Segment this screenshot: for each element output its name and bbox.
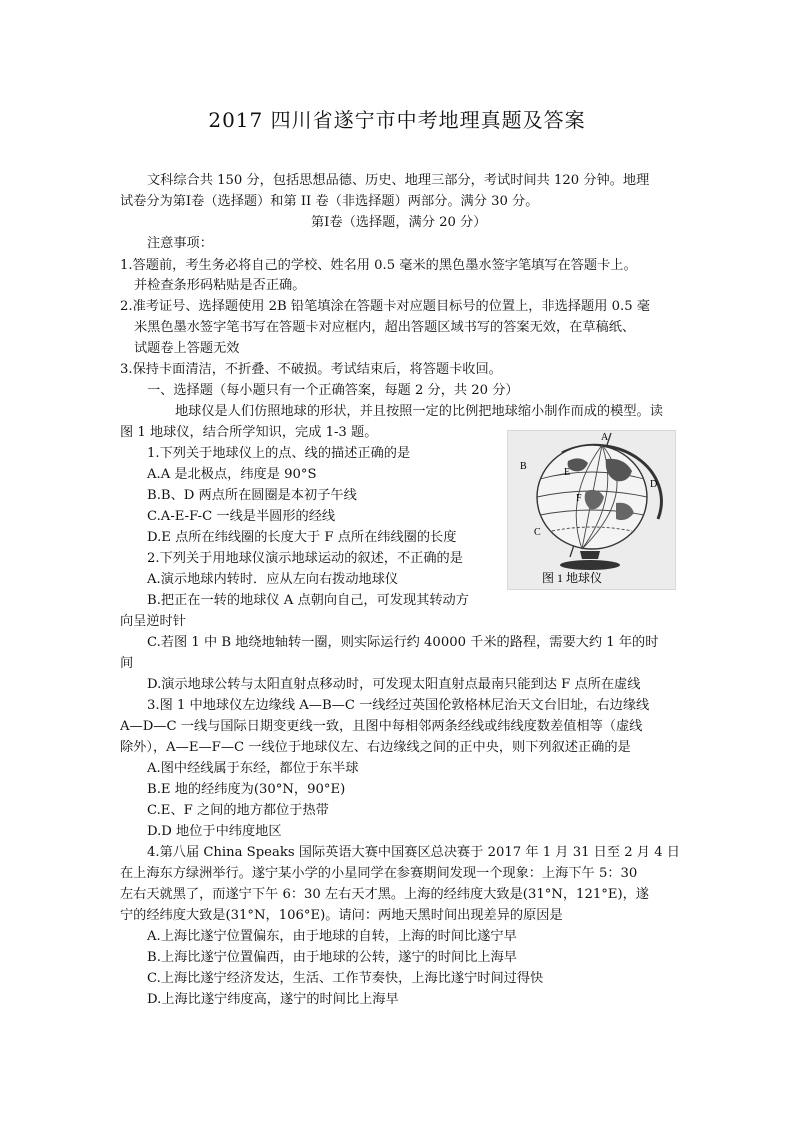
question-2-option-b-cont: 向呈逆时针 (120, 614, 186, 629)
question-3-stem-line: 除外），A—E—F—C 一线位于地球仪左、右边缘线之间的正中央，则下列叙述正确的是 (120, 740, 631, 755)
globe-label-e: E (564, 467, 571, 478)
question-2-option-c: C.若图 1 中 B 地绕地轴转一圈，则实际运行约 40000 千米的路程，需要大约 1 年的时 (147, 635, 659, 650)
figure-caption: 图 1 地球仪 (542, 571, 603, 585)
question-3-stem-line: 3.图 1 中地球仪左边缘线 A—B—C 一线经过英国伦敦格林尼治天文台旧址，右边缘线 (147, 698, 650, 713)
notice-line: 3.保持卡面清洁，不折叠、不破损。考试结束后，将答题卡收回。 (120, 362, 502, 377)
question-2-stem: 2.下列关于用地球仪演示地球运动的叙述，不正确的是 (147, 551, 463, 566)
question-1-option-a: A.A 是北极点，纬度是 90°S (147, 467, 317, 482)
notice-line: 2.准考证号、选择题使用 2B 铅笔填涂在答题卡对应题目标号的位置上，非选择题用 0.5 毫 (120, 299, 650, 314)
globe-label-a: A (601, 432, 609, 443)
question-4-stem-line: 左右天就黑了，而遂宁下午 6：30 左右天才黑。上海的经纬度大致是(31°N，121°E)，遂 (120, 887, 649, 902)
question-1-option-d: D.E 点所在纬线圈的长度大于 F 点所在纬线圈的长度 (147, 530, 457, 545)
globe-illustration (508, 431, 675, 589)
question-3-option-c: C.E、F 之间的地方都位于热带 (147, 803, 329, 818)
globe-label-f: F (576, 493, 582, 504)
question-2-option-d: D.演示地球公转与太阳直射点移动时，可发现太阳直射点最南只能到达 F 点所在虚线 (147, 677, 641, 692)
question-3-stem-line: A—D—C 一线与国际日期变更线一致，且图中每相邻两条经线或纬线度数差值相等（虚线 (120, 719, 643, 734)
globe-intro-line-2: 图 1 地球仪，结合所学知识，完成 1-3 题。 (120, 425, 378, 440)
intro-line-1: 文科综合共 150 分，包括思想品德、历史、地理三部分，考试时间共 120 分钟。地理 (147, 173, 650, 188)
globe-label-d: D (650, 479, 658, 490)
question-1-option-b: B.B、D 两点所在圆圈是本初子午线 (147, 488, 357, 503)
page-title: 2017 四川省遂宁市中考地理真题及答案 (208, 108, 586, 132)
notice-line: 米黑色墨水签字笔书写在答题卡对应框内，超出答题区域书写的答案无效，在草稿纸、 (134, 320, 636, 335)
question-3-option-a: A.图中经线属于东经，都位于东半球 (147, 761, 359, 776)
intro-line-2: 试卷分为第Ⅰ卷（选择题）和第 II 卷（非选择题）两部分。满分 30 分。 (120, 194, 539, 209)
question-4-option-d: D.上海比遂宁纬度高，遂宁的时间比上海早 (147, 992, 399, 1007)
part-heading: 一、选择题（每小题只有一个正确答案，每题 2 分，共 20 分） (147, 383, 519, 398)
notice-heading: 注意事项： (147, 236, 213, 251)
question-4-option-b: B.上海比遂宁位置偏西，由于地球的公转，遂宁的时间比上海早 (147, 950, 517, 965)
question-4-stem-line: 在上海东方绿洲举行。遂宁某小学的小星同学在参赛期间发现一个现象：上海下午 5：30 (120, 866, 638, 881)
globe-figure (507, 430, 676, 590)
question-2-option-c-cont: 间 (120, 656, 134, 671)
globe-label-b: B (520, 461, 527, 472)
question-2-option-a: A.演示地球内转时．应从左向右拨动地球仪 (147, 572, 399, 587)
question-2-option-b: B.把正在一转的地球仪 A 点朝向自己，可发现其转动方 (147, 593, 469, 608)
question-4-stem-line: 4.第八届 China Speaks 国际英语大赛中国赛区总决赛于 2017 年 1 月 31 日至 2 月 4 日 (147, 845, 680, 860)
globe-label-c: C (534, 527, 541, 538)
question-4-option-c: C.上海比遂宁经济发达，生活、工作节奏快，上海比遂宁时间过得快 (147, 971, 544, 986)
question-3-option-b: B.E 地的经纬度为(30°N，90°E) (147, 782, 346, 797)
question-4-stem-line: 宁的经纬度大致是(31°N，106°E)。请问：两地天黑时间出现差异的原因是 (120, 908, 563, 923)
question-4-option-a: A.上海比遂宁位置偏东，由于地球的自转，上海的时间比遂宁早 (147, 929, 517, 944)
notice-line: 并检查条形码粘贴是否正确。 (134, 278, 306, 293)
question-3-option-d: D.D 地位于中纬度地区 (147, 824, 282, 839)
question-1-stem: 1.下列关于地球仪上的点、线的描述正确的是 (147, 446, 411, 461)
notice-line: 1.答题前，考生务必将自己的学校、姓名用 0.5 毫米的黑色墨水签字笔填写在答题卡上。 (120, 258, 637, 273)
question-1-option-c: C.A-E-F-C 一线是半圆形的经线 (147, 509, 336, 524)
globe-intro-line-1: 地球仪是人们仿照地球的形状，并且按照一定的比例把地球缩小制作而成的模型。读 (175, 404, 663, 419)
section-heading: 第Ⅰ卷（选择题，满分 20 分） (311, 215, 487, 230)
notice-line: 试题卷上答题无效 (134, 341, 240, 356)
